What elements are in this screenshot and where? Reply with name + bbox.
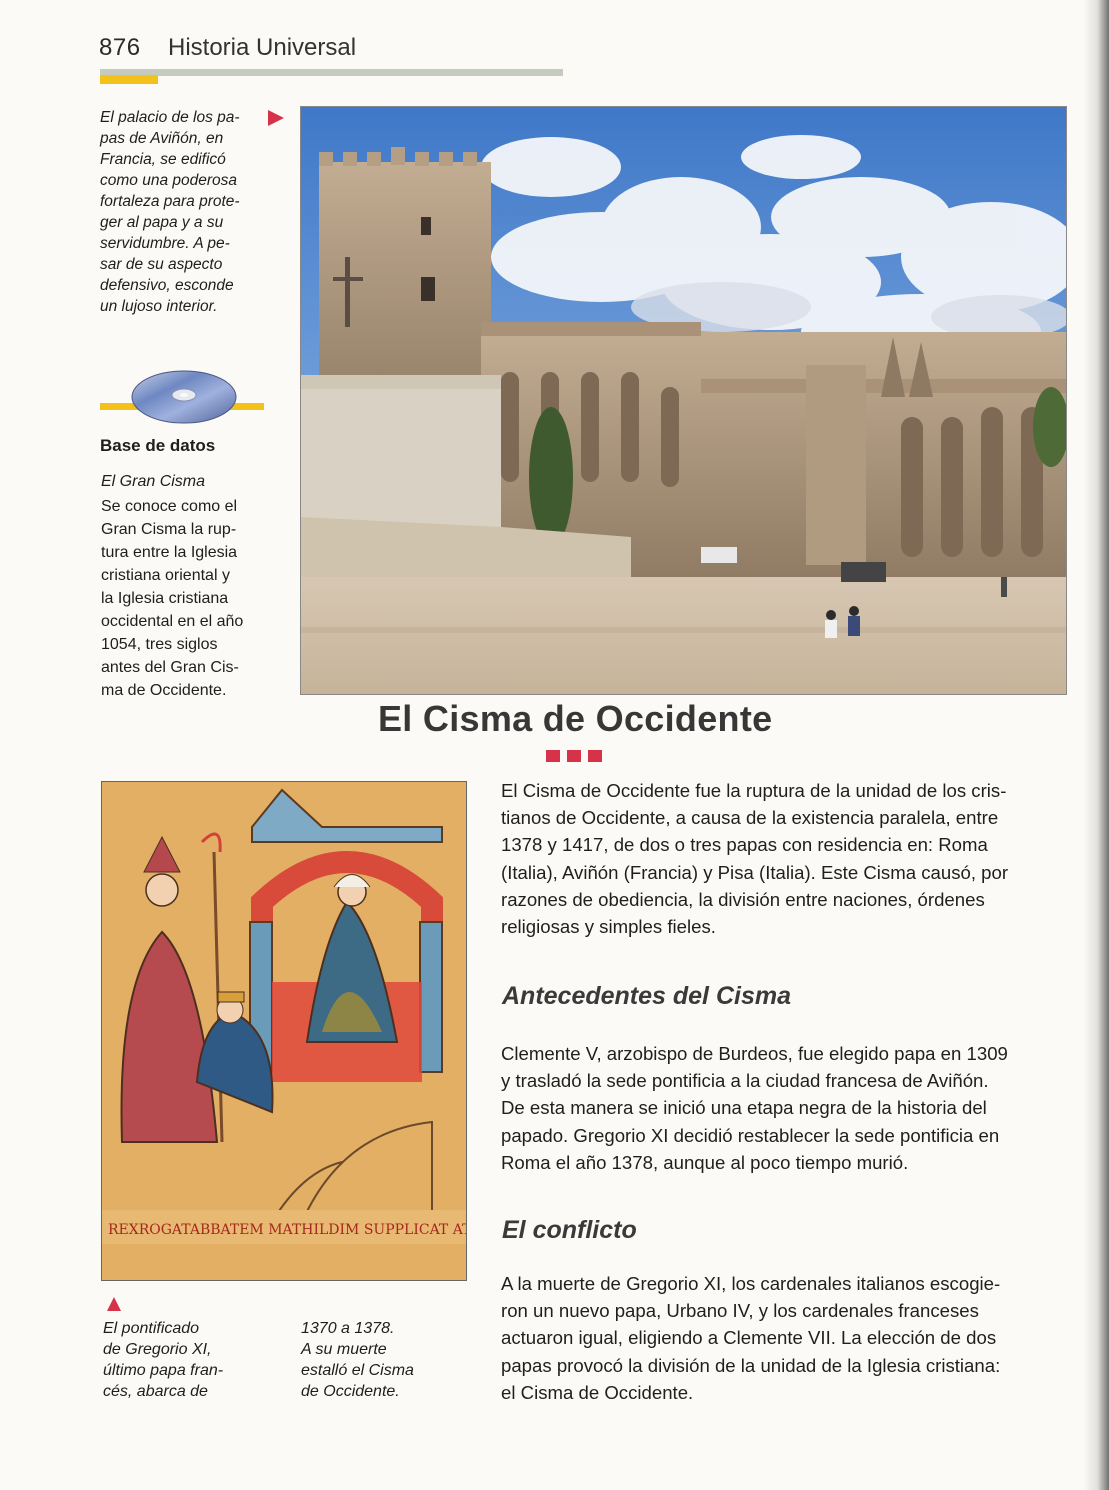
section-text-antecedentes: Clemente V, arzobispo de Burdeos, fue elegido papa en 1309 y trasladó la sede pontificia a la ciudad francesa de Aviñón. De esta manera se inició una etapa negra de la historia del papado. Gregorio XI decidió restablecer la sede pontificia en Roma el año 1378, aunque al poco tiempo murió. [501, 1043, 1008, 1173]
database-title: El Gran Cisma [101, 473, 206, 490]
manuscript-caption-part2: 1370 a 1378. A su muerte estalló el Cisma de Occidente. [301, 1320, 414, 1400]
cd-disc-icon [130, 369, 238, 425]
arrow-right-icon [268, 110, 284, 126]
manuscript-caption-part1: El pontificado de Gregorio XI, último papa fran- cés, abarca de [103, 1320, 224, 1400]
database-text: Se conoce como el Gran Cisma la rup- tura entre la Iglesia cristiana oriental y la Iglesia cristiana occidental en el año 1054, tres siglos antes del Gran Cis- ma de Occidente. [101, 498, 244, 699]
intro-paragraph: El Cisma de Occidente fue la ruptura de la unidad de los cris- tianos de Occidente, a causa de la existencia paralela, entre 1378 y 1417, de dos o tres papas con residencia en: Roma (Italia), Aviñón (Francia) y Pisa (Italia). Este Cisma causó, por razones de obediencia, la división entre naciones, órdenes religiosas y simples fieles. [501, 780, 1009, 938]
palace-of-popes-photo [300, 106, 1067, 695]
section-text-conflicto: A la muerte de Gregorio XI, los cardenales italianos escogie- ron un nuevo papa, Urbano IV, y los cardenales franceses actuaron igual, eligiendo a Clemente VII. La elección de dos papas provocó la división de la unidad de la Iglesia cristiana: el Cisma de Occidente. [501, 1273, 1001, 1403]
header-rule [100, 69, 563, 76]
arrow-up-icon [107, 1297, 121, 1311]
photo-caption: El palacio de los pa- pas de Aviñón, en Francia, se edificó como una poderosa fortaleza para prote- ger al papa y a su servidumbre. A pe- sar de su aspecto defensivo, esconde un lujoso interior. [100, 109, 240, 315]
title-ornament [546, 749, 609, 767]
database-heading: Base de datos [100, 436, 216, 455]
page-number: 876 [99, 34, 141, 61]
running-header: Historia Universal [168, 34, 357, 61]
section-heading-antecedentes: Antecedentes del Cisma [502, 982, 791, 1010]
section-heading-conflicto: El conflicto [502, 1216, 637, 1244]
page-edge-shadow [1083, 0, 1109, 1490]
manuscript-inscription: REXROGATABBATEM MATHILDIM SUPPLICAT ATQ; [108, 1222, 466, 1238]
header-accent-bar [100, 75, 158, 84]
manuscript-illustration [101, 781, 467, 1281]
article-title: El Cisma de Occidente [378, 698, 773, 739]
